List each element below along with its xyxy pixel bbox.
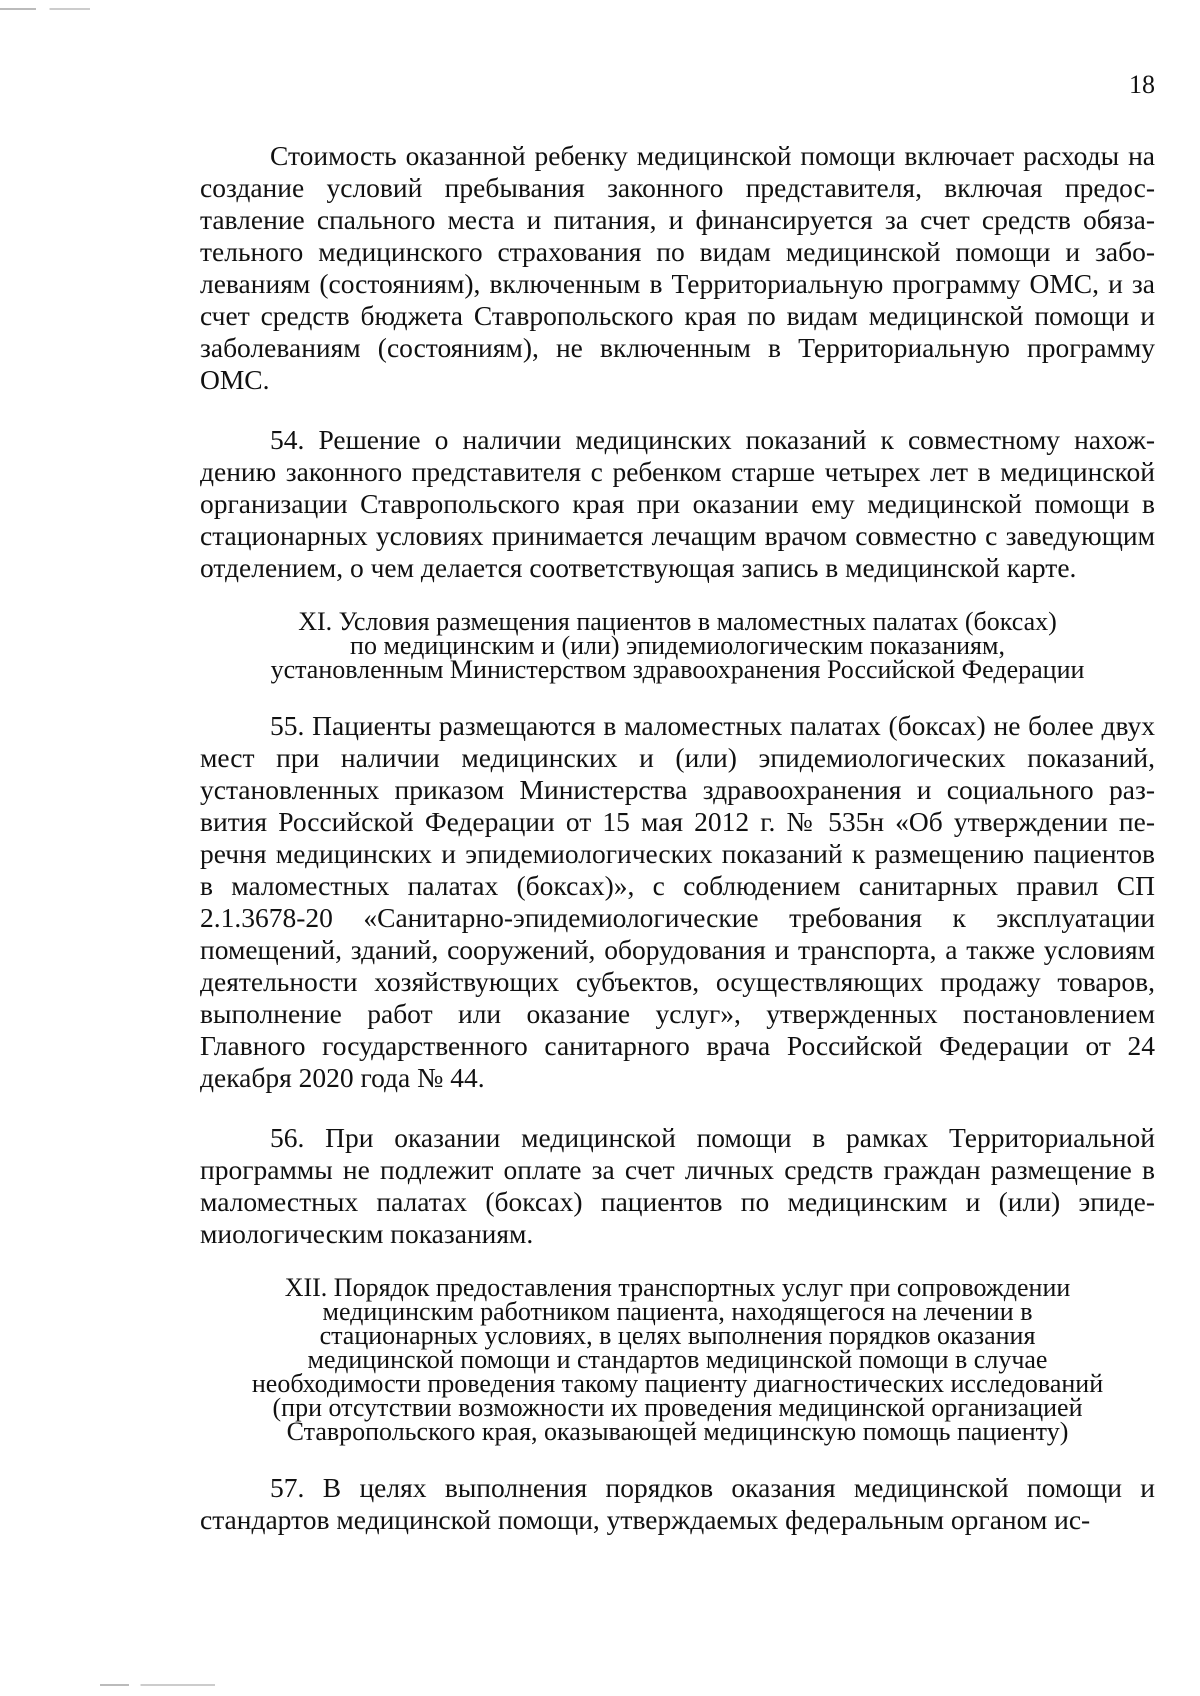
heading-line: необходимости проведения такому пациенту диагностических исследований [251, 1369, 1104, 1398]
heading-line: XI. Условия размещения пациентов в маломестных палатах (боксах) [298, 607, 1057, 636]
page-number: 18 [1129, 70, 1155, 99]
scan-artifact-bottom [100, 1684, 215, 1686]
paragraph-55: 55. Пациенты размещаются в маломестных палатах (боксах) не более двух мест при наличии медицинских и (или) эпидемиологических показаний, установленных приказом Министерства здравоохранения и социального развития Российской Федерации от 15 мая 2012 г. № 535н «Об утверждении перечня медицинских и эпидемиологических показаний к размещению пациентов в маломестных палатах (боксах)», с соблюдением санитарных правил СП 2.1.3678-20 «Санитарно-эпидемиологические требования к эксплуатации помещений, зданий, сооружений, оборудования и транспорта, а также условиям деятельности хозяйствующих субъектов, осуществляющих продажу товаров, выполнение работ или оказание услуг», утвержденных постановлением Главного государственного санитарного врача Российской Федерации от 24 декабря 2020 года № 44. [200, 710, 1155, 1093]
heading-line: медицинской помощи и стандартов медицинской помощи в случае [307, 1345, 1048, 1374]
paragraph-54: 54. Решение о наличии медицинских показаний к совместному нахождению законного представителя с ребенком старше четырех лет в медицинской организации Ставропольского края при оказании ему медицинской помощи в стационарных условиях принимается лечащим врачом совместно с заведующим отделением, о чем делается соответствующая запись в медицинской карте. [200, 424, 1155, 583]
document-body [200, 140, 1155, 1536]
section-xi-heading [200, 607, 1155, 684]
heading-line: (при отсутствии возможности их проведения медицинской организацией [272, 1393, 1083, 1422]
scan-artifact-top [0, 8, 90, 10]
heading-line: медицинским работником пациента, находящегося на лечении в [322, 1297, 1033, 1326]
paragraph-53-continuation: Стоимость оказанной ребенку медицинской помощи включает расходы на создание условий пребывания законного представителя, включая предоставление спального места и питания, и финансируется за счет средств обязательного медицинского страхования по видам медицинской помощи и заболеваниям (состояниям), включенным в Территориальную программу ОМС, и за счет средств бюджета Ставропольского края по видам медицинской помощи и заболеваниям (состояниям), не включенным в Территориальную программу ОМС. [200, 140, 1155, 395]
paragraph-56: 56. При оказании медицинской помощи в рамках Территориальной программы не подлежит оплате за счет личных средств граждан размещение в маломестных палатах (боксах) пациентов по медицинским и (или) эпидемиологическим показаниям. [200, 1122, 1155, 1249]
heading-line: стационарных условиях, в целях выполнения порядков оказания [319, 1321, 1036, 1350]
heading-line: установленным Министерством здравоохранения Российской Федерации [270, 655, 1085, 684]
heading-line: Ставропольского края, оказывающей медицинскую помощь пациенту) [286, 1417, 1069, 1446]
section-xii-heading [200, 1273, 1155, 1446]
paragraph-57: 57. В целях выполнения порядков оказания медицинской помощи и стандартов медицинской помощи, утверждаемых федеральным органом ис- [200, 1472, 1155, 1535]
heading-line: XII. Порядок предоставления транспортных услуг при сопровождении [284, 1273, 1071, 1302]
heading-line: по медицинским и (или) эпидемиологическим показаниям, [350, 631, 1005, 660]
